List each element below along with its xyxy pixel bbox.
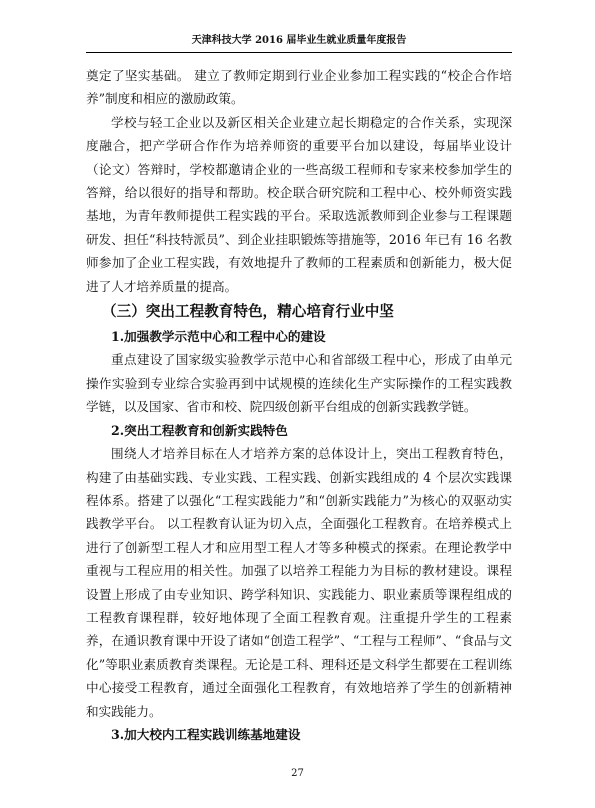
running-header: 天津科技大学 2016 届毕业生就业质量年度报告: [191, 35, 407, 46]
paragraph-continued: 奠定了坚实基础。 建立了教师定期到行业企业参加工程实践的“校企合作培养”制度和相应的激励政策。: [86, 68, 512, 107]
subsection-heading-2: 2.突出工程教育和创新实践特色: [111, 422, 288, 438]
page-number: 27: [291, 768, 304, 779]
subsection-text-2: 围绕人才培养目标在人才培养方案的总体设计上，突出工程教育特色，构建了由基础实践、专业实践、工程实践、创新实践组成的 4 个层次实践课程体系。搭建了以强化“工程实践能力”和“创新实践能力”为核心的双驱动实践教学平台。 以工程教育认证为切入点，全面强化工程教育。在培养模式上进行了创新型工程人才和应用型工程人才等多种模式的探索。在理论教学中重视与工程应用的相关性。加强了以培养工程能力为目标的教材建设。课程设置上形成了由专业知识、跨学科知识、实践能力、职业素质等课程组成的工程教育课程群，较好地体现了全面工程教育观。注重提升学生的工程素养，在通识教育课中开设了诸如“创造工程学”、“工程与工程师”、“食品与文化”等职业素质教育类课程。无论是工科、理科还是文科学生都要在工程训练中心接受工程教育，通过全面强化工程教育，有效地培养了学生的创新精神和实践能力。: [86, 446, 512, 719]
header-rule: [86, 52, 512, 53]
subsection-heading-3: 3.加大校内工程实践训练基地建设: [111, 726, 301, 742]
section-heading: （三）突出工程教育特色，精心培育行业中坚: [102, 303, 394, 321]
subsection-heading-1: 1.加强教学示范中心和工程中心的建设: [111, 329, 326, 345]
body-text: [86, 64, 512, 746]
paragraph-industry-cooperation: 学校与轻工企业以及新区相关企业建立起长期稳定的合作关系，实现深度融合，把产学研合作作为培养师资的重要平台加以建设，每届毕业设计（论文）答辩时，学校都邀请企业的一些高级工程师和专家来校参加学生的答辩，给以很好的指导和帮助。校企联合研究院和工程中心、校外师资实践基地，为青年教师提供工程实践的平台。采取选派教师到企业参与工程课题研发、担任“科技特派员”、到企业挂职锻炼等措施等，2016 年已有 16 名教师参加了企业工程实践，有效地提升了教师的工程素质和创新能力，极大促进了人才培养质量的提高。: [86, 114, 512, 294]
subsection-text-1: 重点建设了国家级实验教学示范中心和省部级工程中心，形成了由单元操作实验到专业综合实验再到中试规模的连续化生产实际操作的工程实践教学链，以及国家、省市和校、院四级创新平台组成的创新实践教学链。: [86, 352, 512, 415]
